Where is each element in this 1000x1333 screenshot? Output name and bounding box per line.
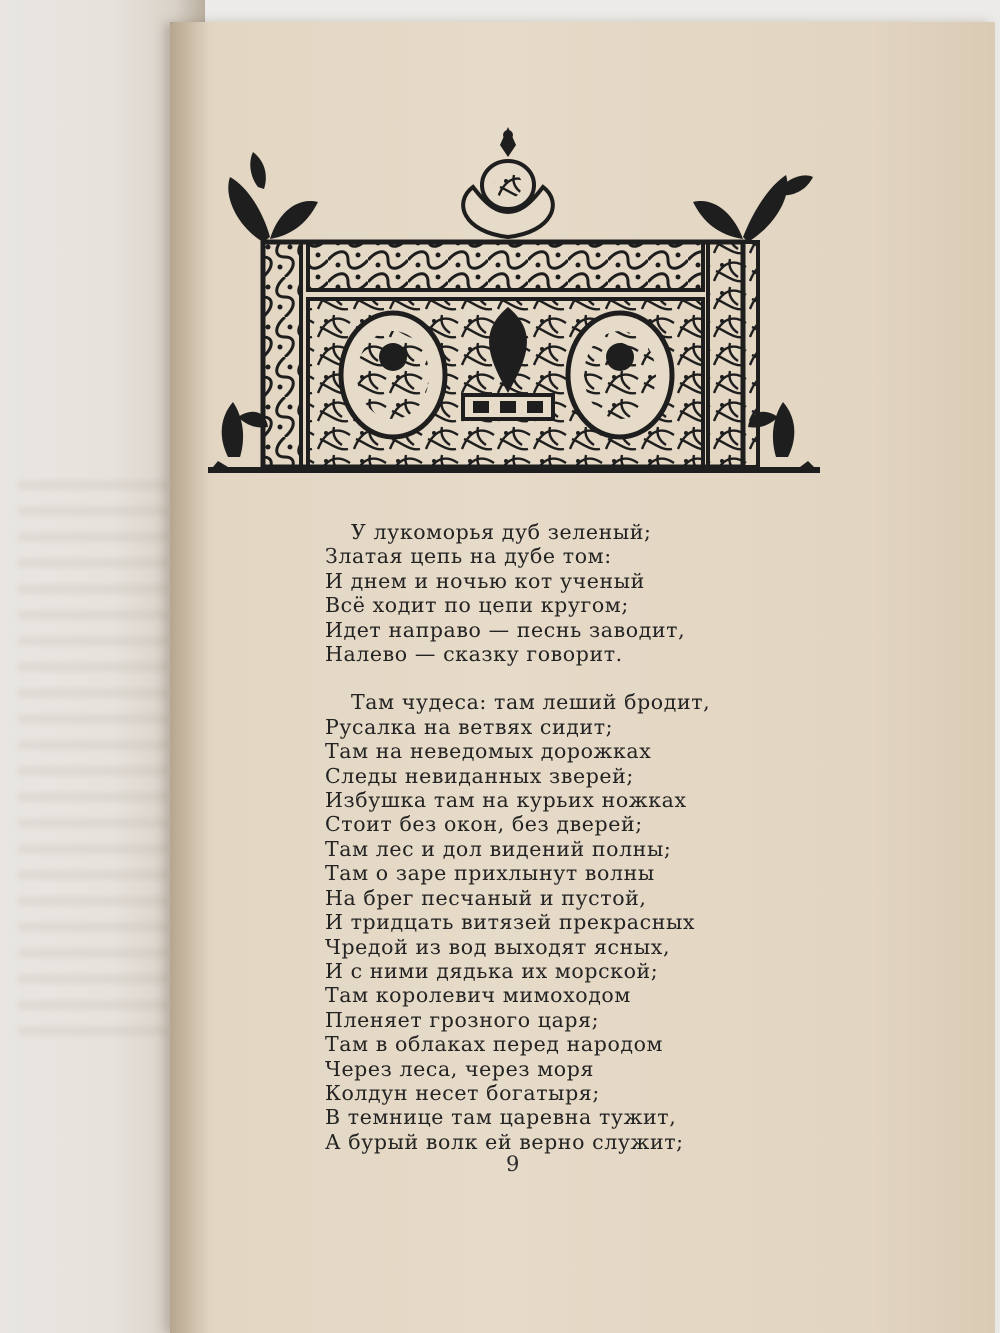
poem-line: Там на неведомых дорожках <box>325 739 652 764</box>
ornamental-headpiece-icon <box>208 117 820 497</box>
poem-line: Колдун несет богатыря; <box>325 1080 600 1105</box>
poem-line: Стоит без окон, без дверей; <box>325 812 643 837</box>
poem-line: Налево — сказку говорит. <box>325 642 623 667</box>
show-through-text <box>18 480 168 1040</box>
poem-line: В темнице там царевна тужит, <box>325 1105 677 1130</box>
page-number: 9 <box>506 1152 520 1176</box>
poem-line: Русалка на ветвях сидит; <box>325 714 614 739</box>
poem-line: Чредой из вод выходят ясных, <box>325 934 671 959</box>
poem-line: Избушка там на курьих ножках <box>325 788 687 813</box>
poem-line: У лукоморья дуб зеленый; <box>351 520 652 544</box>
poem-line: Следы невиданных зверей; <box>325 763 634 788</box>
poem-line: Там в облаках перед народом <box>325 1032 664 1057</box>
poem-line: Там о заре прихлынут волны <box>325 861 655 886</box>
poem-line: Там лес и дол видений полны; <box>325 836 672 861</box>
poem-line: И с ними дядька их морской; <box>325 958 659 983</box>
poem-line: На брег песчаный и пустой, <box>325 885 647 910</box>
poem-line: А бурый волк ей верно служит; <box>325 1129 684 1154</box>
poem-text <box>325 520 785 1154</box>
poem-line: Там чудеса: там леший бродит, <box>351 690 711 715</box>
stanza-1 <box>325 520 785 666</box>
poem-line: Пленяет грозного царя; <box>325 1007 600 1032</box>
stanza-2 <box>325 690 785 1154</box>
poem-line: Там королевич мимоходом <box>325 983 631 1008</box>
poem-line: И тридцать витязей прекрасных <box>325 910 696 935</box>
page-gutter-shadow <box>170 22 210 1333</box>
poem-line: Всё ходит по цепи кругом; <box>325 593 629 618</box>
poem-line: Златая цепь на дубе том: <box>325 544 612 569</box>
book-page <box>170 22 995 1333</box>
poem-line: Идет направо — песнь заводит, <box>325 617 686 642</box>
poem-line: Через леса, через моря <box>325 1056 594 1081</box>
poem-line: И днем и ночью кот ученый <box>325 568 645 593</box>
